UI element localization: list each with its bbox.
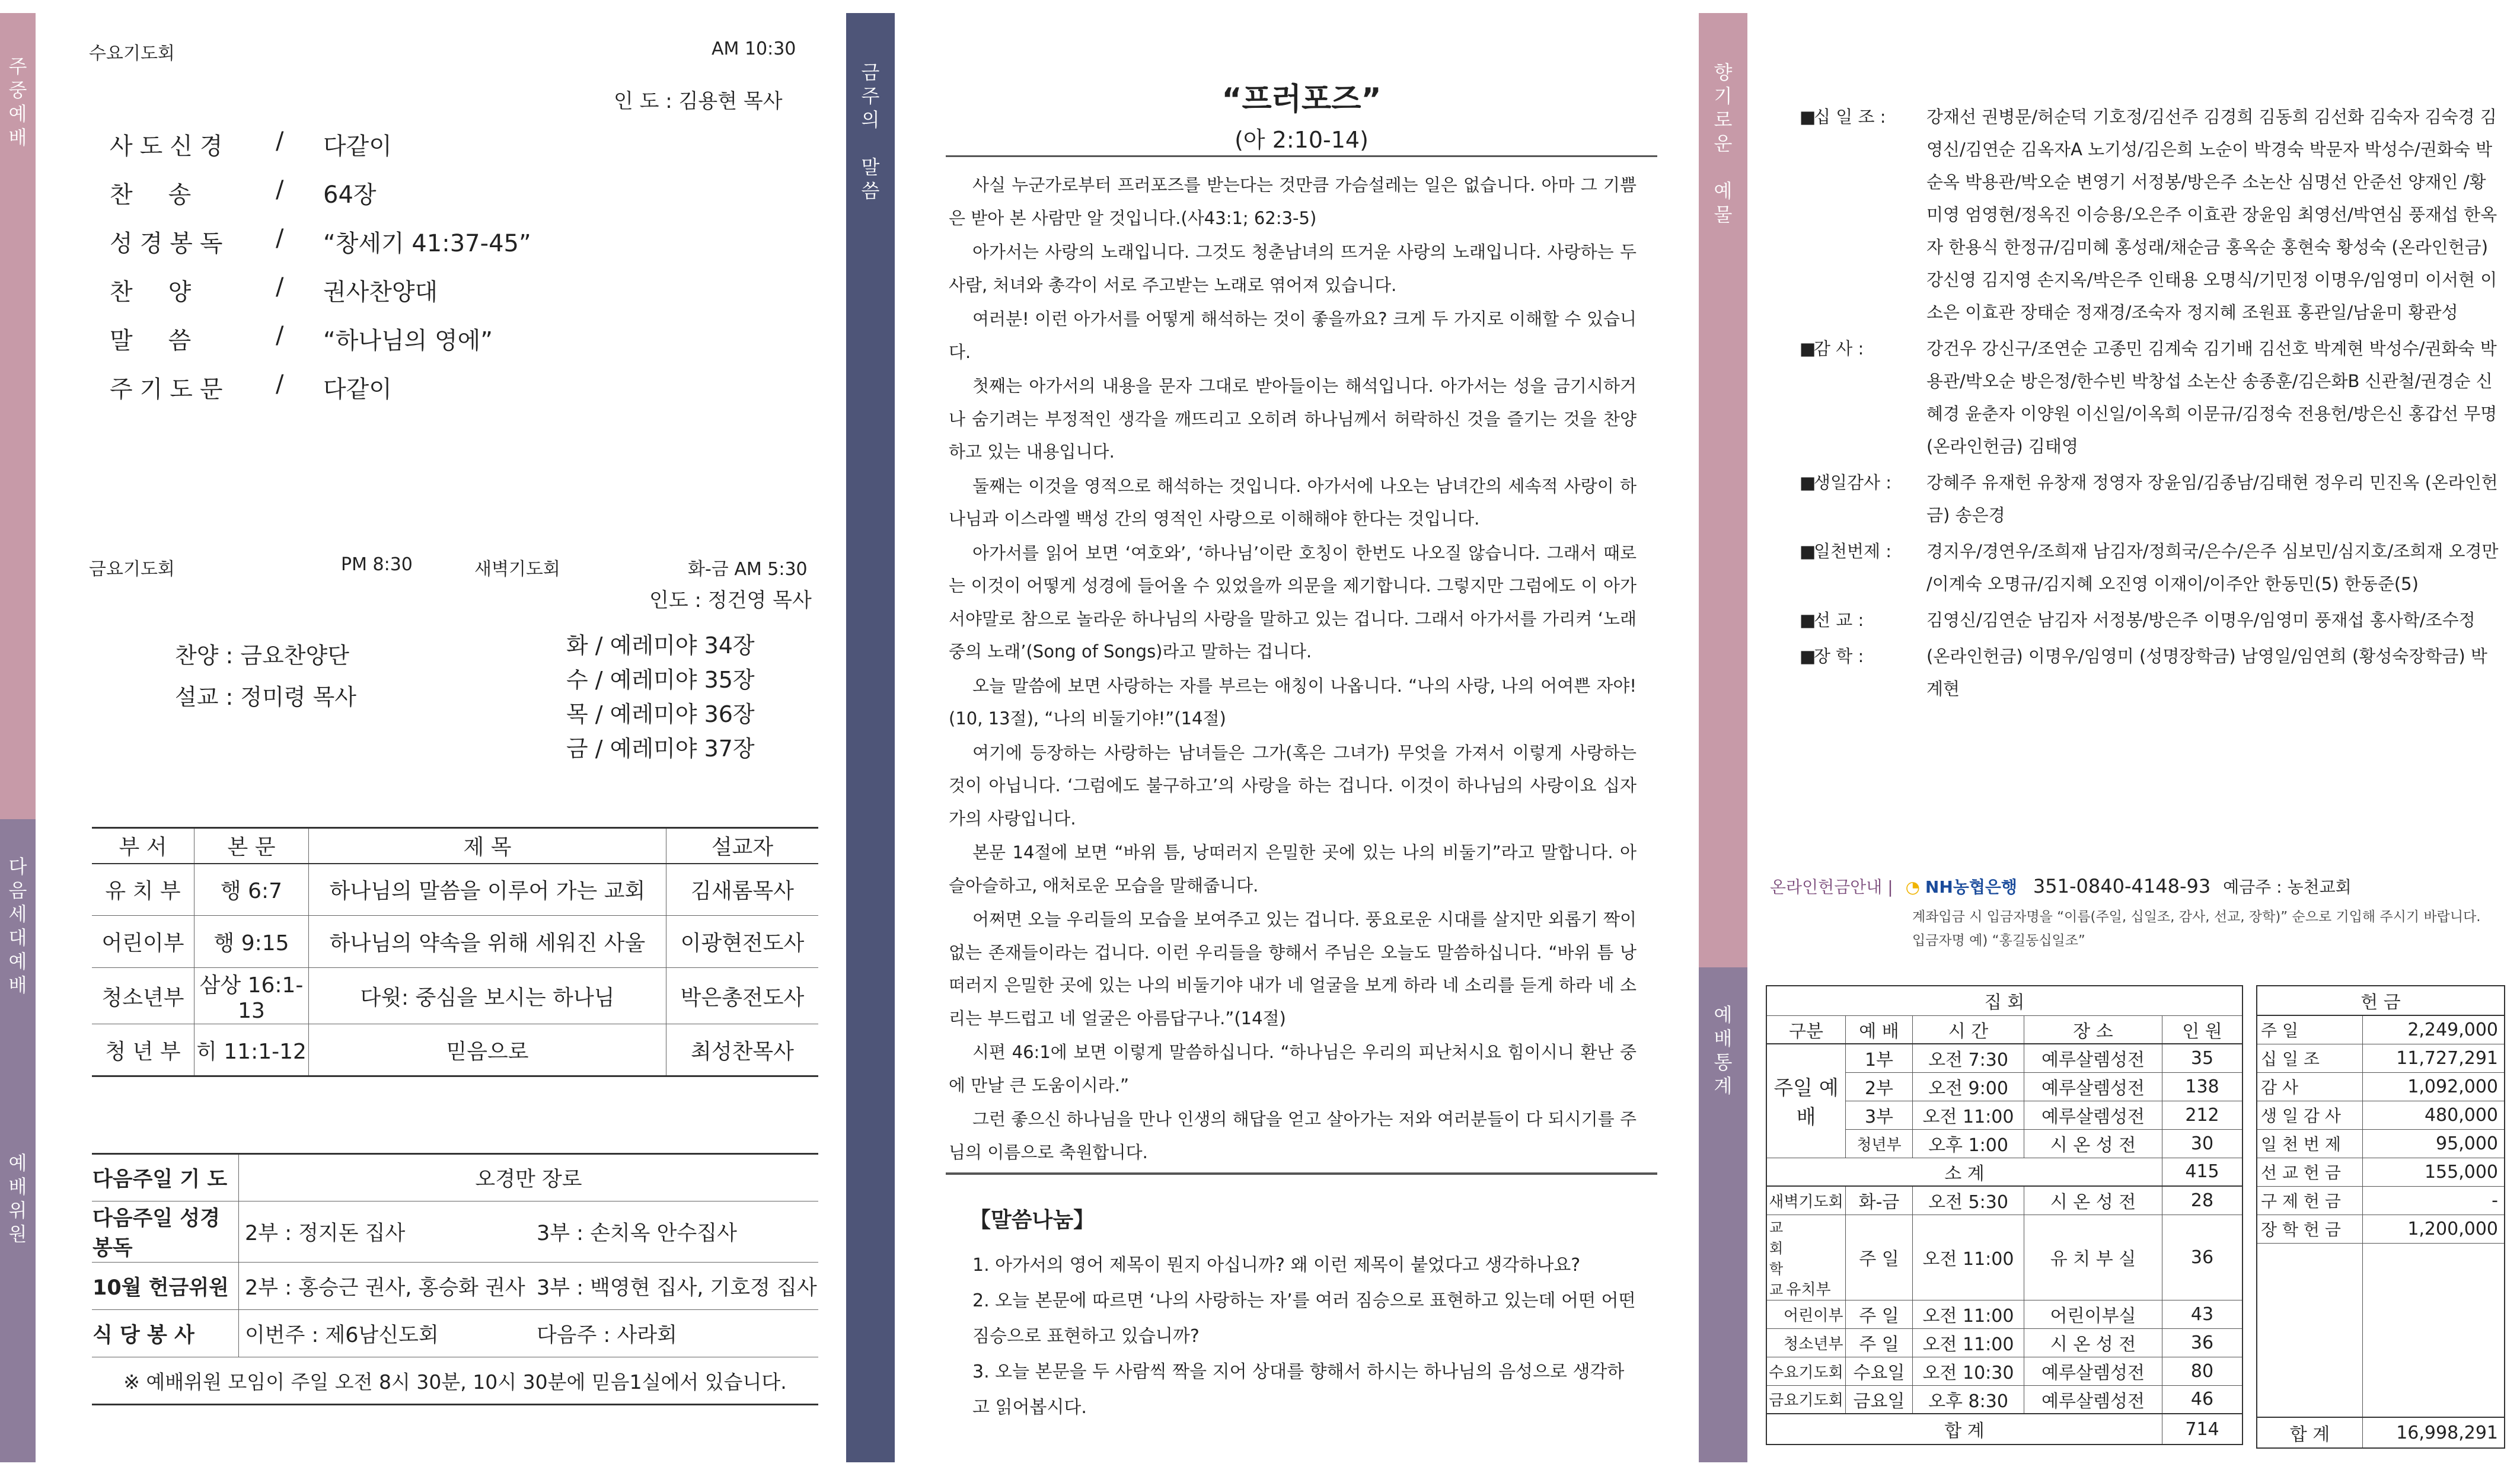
spacer-row bbox=[2257, 1243, 2505, 1417]
order-value: 64장 bbox=[323, 181, 377, 209]
question-item: 1. 아가서의 영어 제목이 뭔지 아십니까? 왜 이런 제목이 붙었다고 생각하나요? bbox=[972, 1255, 1581, 1276]
cell-count: 35 bbox=[2190, 1047, 2214, 1069]
sidebar-label-sermon bbox=[846, 60, 895, 203]
th-service: 예 배 bbox=[1846, 1015, 1913, 1044]
cash-total: 16,998,291 bbox=[2396, 1422, 2498, 1443]
cell-text: 행 9:15 bbox=[194, 916, 309, 968]
cash-amount: 11,727,291 bbox=[2396, 1047, 2498, 1069]
table-row bbox=[92, 916, 818, 968]
th-title: 제 목 bbox=[309, 828, 666, 864]
square-bullet-icon: ■ bbox=[1800, 610, 1816, 630]
cell-count: 30 bbox=[2190, 1133, 2214, 1154]
order-slash: / bbox=[276, 127, 284, 155]
order-slash: / bbox=[276, 322, 284, 349]
vertical-char: 예 bbox=[1714, 1004, 1733, 1026]
staff-label: 10월 헌금위원 bbox=[92, 1263, 239, 1310]
wednesday-time: AM 10:30 bbox=[712, 39, 796, 59]
table-row bbox=[2257, 1044, 2505, 1072]
cell-count: 36 bbox=[2190, 1247, 2214, 1268]
sidebar-band-worship bbox=[0, 13, 36, 819]
sermon-divider-bottom bbox=[946, 1172, 1657, 1175]
offering-entry bbox=[1800, 333, 2499, 463]
dawn-day: 화 / 예레미야 34장 bbox=[566, 632, 755, 659]
staff-b: 3부 : 손치옥 안수집사 bbox=[537, 1222, 737, 1245]
table-row bbox=[92, 864, 818, 916]
dawn-day: 수 / 예레미야 35장 bbox=[566, 667, 755, 693]
sermon-paragraph: 본문 14절에 보면 “바위 틈, 낭떠러지 은밀한 곳에 있는 나의 비둘기”라고 말합니다. 아슬아슬하고, 애처로운 모습을 말해줍니다. bbox=[949, 842, 1637, 896]
order-slash: / bbox=[276, 176, 284, 203]
cash-total-label: 합 계 bbox=[2257, 1417, 2363, 1448]
offering-label: 십 일 조 : bbox=[1814, 107, 1886, 127]
friday-title: 금요기도회 bbox=[89, 559, 175, 580]
sidebar-band-stats bbox=[1699, 967, 1747, 1462]
order-label: 주기도문 bbox=[110, 376, 230, 403]
friday-sermon: 설교 : 정미령 목사 bbox=[175, 684, 356, 710]
vertical-char: 의 bbox=[861, 108, 880, 131]
cell-type: 금요기도회 bbox=[1766, 1385, 1846, 1414]
sermon-paragraph: 둘째는 이것을 영적으로 해석하는 것입니다. 아가서에 나오는 남녀간의 세속적 사랑이 하나님과 이스라엘 백성 간의 영적인 사랑으로 이해해야 한다는 것입니다. bbox=[949, 475, 1637, 529]
square-bullet-icon: ■ bbox=[1800, 107, 1816, 127]
cell-service: 화-금 bbox=[1846, 1186, 1913, 1215]
cash-amount: 155,000 bbox=[2424, 1161, 2498, 1183]
cell-preacher: 이광현전도사 bbox=[680, 931, 805, 956]
offering-label: 장 학 : bbox=[1814, 646, 1864, 666]
order-row bbox=[110, 127, 703, 176]
vertical-char: 세 bbox=[8, 903, 27, 925]
cell-count: 80 bbox=[2190, 1360, 2214, 1382]
vertical-char: 운 bbox=[1714, 132, 1733, 155]
cash-label: 구 제 헌 금 bbox=[2257, 1186, 2363, 1215]
th-preacher: 설교자 bbox=[711, 835, 774, 860]
sermon-body bbox=[949, 169, 1637, 1170]
cell-count: 36 bbox=[2190, 1332, 2214, 1353]
cash-amount: 2,249,000 bbox=[2407, 1019, 2498, 1040]
cell-time: 오전 5:30 bbox=[1913, 1186, 2024, 1215]
cell-place: 예루살렘성전 bbox=[2024, 1101, 2162, 1129]
cell-service: 주 일 bbox=[1846, 1300, 1913, 1328]
cell-service: 주 일 bbox=[1846, 1328, 1913, 1357]
sharing-title: 【말씀나눔】 bbox=[969, 1208, 1095, 1232]
sidebar-band-sermon bbox=[846, 13, 895, 1462]
cell-type: 청소년부 bbox=[1766, 1328, 1846, 1357]
sermon-paragraph: 그런 좋으신 하나님을 만나 인생의 해답을 얻고 살아가는 저와 여러분들이 다 되시기를 주님의 이름으로 축원합니다. bbox=[949, 1109, 1637, 1162]
cell-dept: 유 치 부 bbox=[92, 864, 194, 916]
cell-time: 오전 11:00 bbox=[1913, 1215, 2024, 1300]
nextgen-table bbox=[92, 827, 818, 1077]
sermon-ref: (아 2:10-14) bbox=[1235, 127, 1369, 153]
offering-entry bbox=[1800, 640, 2499, 705]
th-place: 장 소 bbox=[2024, 1015, 2162, 1044]
cell-preacher: 최성찬목사 bbox=[691, 1039, 794, 1064]
cell-title: 하나님의 약속을 위해 세워진 사울 bbox=[309, 916, 666, 968]
vertical-char: 주 bbox=[861, 85, 880, 107]
sidebar-band-nextgen bbox=[0, 819, 36, 1462]
cell-service: 수요일 bbox=[1846, 1357, 1913, 1385]
question-item: 2. 오늘 본문에 따르면 ‘나의 사랑하는 자’를 여러 짐승으로 표현하고 있는데 어떤 어떤 짐승으로 표현하고 있습니까? bbox=[972, 1290, 1636, 1347]
cell-title: 믿음으로 bbox=[309, 1024, 666, 1076]
table-row bbox=[2257, 1129, 2505, 1158]
offering-names: 강재선 권병문/허순덕 기호정/김선주 김경희 김동희 김선화 김숙자 김숙경 김영신/김연순 김옥자A 노기성/김은희 노순이 박경숙 박문자 박성수/권화숙 박순옥 박용관/박오순 변영기 서정봉/방은주 소논산 심명선 안준선 양재인 /황미영 엄영현/정옥진 이승용/오은주 이효관 장윤임 최영선/박연심 풍재섭 한옥자 한용식 한정규/김미혜 홍성래/채순금 홍옥순 홍현숙 황성숙 (온라인헌금) 강신영 김지영 손지옥/박은주 인태용 오명식/기민정 이명우/임영미 이서현 이소은 이효관 장태순 정재경/조숙자 정지혜 조원표 홍관일/남윤미 황관성 bbox=[1926, 107, 2497, 322]
table-row bbox=[2257, 1158, 2505, 1186]
vertical-char bbox=[846, 132, 895, 155]
order-slash: / bbox=[276, 225, 284, 252]
table-row bbox=[1766, 1357, 2243, 1385]
offering-label: 일천번제 : bbox=[1814, 541, 1892, 561]
attendance-table bbox=[1766, 985, 2243, 1445]
sermon-paragraph: 시편 46:1에 보면 이렇게 말씀하십니다. “하나님은 우리의 피난처시요 힘이시니 환난 중에 만날 큰 도움이시라.” bbox=[949, 1042, 1637, 1095]
vertical-char: 원 bbox=[8, 1223, 27, 1245]
th-text: 본 문 bbox=[194, 828, 309, 864]
cell-time: 오전 7:30 bbox=[1913, 1044, 2024, 1072]
cell-place: 시 온 성 전 bbox=[2024, 1129, 2162, 1158]
table-row bbox=[2257, 1186, 2505, 1215]
order-value: 다같이 bbox=[323, 133, 392, 160]
cell-place: 예루살렘성전 bbox=[2024, 1385, 2162, 1414]
staff-b: 3부 : 백영현 집사, 기호정 집사 bbox=[537, 1276, 817, 1300]
online-example: 입금자명 예) “홍길동십일조” bbox=[1912, 933, 2085, 948]
sidebar-label-nextgen bbox=[0, 855, 36, 997]
dawn-day: 금 / 예레미야 37장 bbox=[566, 736, 755, 762]
edu-dept: 유치부 bbox=[1786, 1280, 1831, 1299]
bank-name: NH농협은행 bbox=[1925, 877, 2017, 897]
order-value: 권사찬양대 bbox=[323, 279, 438, 306]
table-row bbox=[2257, 1072, 2505, 1101]
cell-type: 수요기도회 bbox=[1766, 1357, 1846, 1385]
vertical-char: 예 bbox=[1714, 180, 1733, 202]
sharing-questions bbox=[972, 1248, 1637, 1426]
wednesday-title: 수요기도회 bbox=[89, 43, 175, 64]
vertical-char: 향 bbox=[1714, 61, 1733, 84]
th-count: 인 원 bbox=[2182, 1021, 2222, 1042]
square-bullet-icon: ■ bbox=[1800, 646, 1816, 666]
edu-label: 교회학교 bbox=[1769, 1219, 1784, 1298]
friday-time: PM 8:30 bbox=[341, 554, 413, 575]
cash-label: 감 사 bbox=[2257, 1072, 2363, 1101]
staff-note: ※ 예배위원 모임이 주일 오전 8시 30분, 10시 30분에 믿음1실에서 있습니다. bbox=[123, 1370, 787, 1394]
order-slash: / bbox=[276, 370, 284, 398]
cash-label: 주 일 bbox=[2257, 1015, 2363, 1044]
vertical-char: 주 bbox=[8, 55, 27, 78]
table-row bbox=[1766, 1186, 2243, 1215]
th-type: 구분 bbox=[1766, 1015, 1846, 1044]
vertical-char: 배 bbox=[8, 1175, 27, 1198]
staff-a: 2부 : 정지돈 집사 bbox=[245, 1222, 406, 1245]
cell-time: 오전 9:00 bbox=[1913, 1072, 2024, 1101]
subtotal-value: 415 bbox=[2185, 1161, 2219, 1183]
cell-title: 하나님의 말씀을 이루어 가는 교회 bbox=[309, 864, 666, 916]
online-note: 계좌입금 시 입금자명을 “이름(주일, 십일조, 감사, 선교, 장학)” 순으로 기입해 주시기 바랍니다. bbox=[1912, 909, 2481, 925]
table-row bbox=[1766, 1215, 2243, 1300]
sermon-paragraph: 사실 누군가로부터 프러포즈를 받는다는 것만큼 가슴설레는 일은 없습니다. 아마 그 기쁨은 받아 본 사람만 알 것입니다.(사43:1; 62:3-5) bbox=[949, 175, 1637, 228]
vertical-char: 위 bbox=[8, 1199, 27, 1222]
th-time: 시 간 bbox=[1913, 1015, 2024, 1044]
vertical-char: 예 bbox=[8, 950, 27, 973]
staff-prayer: 오경만 장로 bbox=[475, 1168, 582, 1191]
dawn-day: 목 / 예레미야 36장 bbox=[566, 701, 755, 727]
cell-time: 오후 1:00 bbox=[1913, 1129, 2024, 1158]
order-slash: / bbox=[276, 273, 284, 301]
cell-type: 어린이부 bbox=[1766, 1300, 1846, 1328]
order-value: “하나님의 영에” bbox=[323, 327, 493, 354]
cell-time: 오전 11:00 bbox=[1913, 1101, 2024, 1129]
cell-service: 청년부 bbox=[1846, 1129, 1913, 1158]
cell-service: 금요일 bbox=[1846, 1385, 1913, 1414]
wednesday-order bbox=[110, 127, 703, 419]
offering-label: 생일감사 : bbox=[1814, 472, 1892, 493]
vertical-char: 대 bbox=[8, 926, 27, 949]
cell-service: 주 일 bbox=[1846, 1215, 1913, 1300]
cell-type: 새벽기도회 bbox=[1766, 1186, 1846, 1215]
cell-count: 43 bbox=[2190, 1303, 2214, 1325]
order-value: “창세기 41:37-45” bbox=[323, 230, 531, 257]
table-row bbox=[92, 1310, 818, 1357]
cell-time: 오전 11:00 bbox=[1913, 1300, 2024, 1328]
staff-a: 이번주 : 제6남신도회 bbox=[245, 1323, 439, 1347]
sermon-paragraph: 오늘 말씀에 보면 사랑하는 자를 부르는 애칭이 나옵니다. “나의 사랑, 나의 어여쁜 자야!(10, 13절), “나의 비둘기야!”(14절) bbox=[949, 675, 1637, 728]
sermon-paragraph: 어쩌면 오늘 우리들의 모습을 보여주고 있는 겁니다. 풍요로운 시대를 살지만 외롭기 짝이 없는 존재들이라는 겁니다. 이런 우리들을 향해서 주님은 오늘도 말씀하십니다. “바위 틈 낭떠러지 은밀한 곳에 있는 나의 비둘기야 내가 네 얼굴을 보게 하라 네 소리를 듣게 하라 네 소리는 부드럽고 네 얼굴은 아름답구나.”(14절) bbox=[949, 909, 1637, 1028]
sidebar-label-offering bbox=[1699, 60, 1747, 226]
cash-label: 선 교 헌 금 bbox=[2257, 1158, 2363, 1186]
cell-type bbox=[1766, 1215, 1846, 1300]
cell-preacher: 박은총전도사 bbox=[680, 985, 805, 1010]
vertical-char: 예 bbox=[8, 103, 27, 125]
offering-names: 김영신/김연순 남김자 서정봉/방은주 이명우/임영미 풍재섭 홍사학/조수정 bbox=[1926, 610, 2476, 630]
table-row bbox=[1766, 1385, 2243, 1414]
cell-dept: 청 년 부 bbox=[92, 1024, 194, 1076]
cash-label: 일 천 번 제 bbox=[2257, 1129, 2363, 1158]
offering-entry bbox=[1800, 604, 2499, 637]
table-row bbox=[92, 1357, 818, 1405]
vertical-char: 로 bbox=[1714, 108, 1733, 131]
dawn-title: 새벽기도회 bbox=[474, 559, 560, 580]
staff-b: 다음주 : 사라회 bbox=[537, 1323, 677, 1347]
staff-label: 다음주일 성경봉독 bbox=[92, 1201, 239, 1263]
bank-logo-icon: ◔ bbox=[1905, 877, 1921, 897]
sermon-paragraph: 여러분! 이런 아가서를 어떻게 해석하는 것이 좋을까요? 크게 두 가지로 이해할 수 있습니다. bbox=[949, 309, 1637, 362]
cell-place: 시 온 성 전 bbox=[2024, 1328, 2162, 1357]
sermon-paragraph: 아가서를 읽어 보면 ‘여호와’, ‘하나님’이란 호칭이 한번도 나오질 않습니다. 그래서 때로는 이것이 어떻게 성경에 들어올 수 있었을까 의문을 제기합니다. 그렇지만 그럼에도 이 아가서야말로 참으로 놀라운 하나님의 사랑을 말하고 있는 겁니다. 그래서 아가서를 가리켜 ‘노래 중의 노래’(Song of Songs)라고 말하는 겁니다. bbox=[949, 542, 1637, 662]
cell-place: 예루살렘성전 bbox=[2024, 1072, 2162, 1101]
cash-amount: - bbox=[2492, 1190, 2498, 1211]
offering-entry bbox=[1800, 535, 2499, 600]
table-row bbox=[1766, 1044, 2243, 1072]
vertical-char: 씀 bbox=[861, 180, 880, 202]
cell-text: 행 6:7 bbox=[194, 864, 309, 916]
vertical-char: 기 bbox=[1714, 85, 1733, 107]
vertical-char: 말 bbox=[861, 156, 880, 178]
dawn-schedule bbox=[566, 628, 755, 766]
cell-title: 다윗: 중심을 보시는 하나님 bbox=[309, 968, 666, 1024]
table-row bbox=[2257, 1015, 2505, 1044]
sermon-paragraph: 여기에 등장하는 사랑하는 남녀들은 그가(혹은 그녀가) 무엇을 가져서 이렇게 사랑하는 것이 아닙니다. ‘그럼에도 불구하고’의 사랑을 하는 겁니다. 이것이 하나님의 사랑이요 십자가의 사랑입니다. bbox=[949, 742, 1637, 829]
sermon-divider-top bbox=[946, 155, 1657, 157]
account-holder: 예금주 : 농천교회 bbox=[2223, 877, 2352, 897]
cash-table bbox=[2256, 985, 2505, 1449]
cell-service: 3부 bbox=[1846, 1101, 1913, 1129]
vertical-char: 금 bbox=[861, 61, 880, 84]
cell-time: 오후 8:30 bbox=[1913, 1385, 2024, 1414]
cell-place: 유 치 부 실 bbox=[2024, 1215, 2162, 1300]
cell-dept: 어린이부 bbox=[92, 916, 194, 968]
sidebar-label-stats bbox=[1699, 1003, 1747, 1098]
offering-names: 강건우 강신구/조연순 고종민 김계숙 김기배 김선호 박계현 박성수/권화숙 박용관/박오순 방은정/한수빈 박창섭 소논산 송종훈/김은화B 신관철/권경순 신혜경 윤춘자 이양원 이신일/이옥희 이문규/김정숙 전용헌/방은신 홍갑선 무명 (온라인헌금) 김태영 bbox=[1926, 338, 2497, 456]
offering-label: 선 교 : bbox=[1814, 610, 1864, 630]
cell-time: 오전 10:30 bbox=[1913, 1357, 2024, 1385]
cell-count: 212 bbox=[2185, 1104, 2219, 1126]
subtotal-label: 소 계 bbox=[1766, 1158, 2162, 1186]
staff-label: 식 당 봉 사 bbox=[92, 1310, 239, 1357]
cell-count: 138 bbox=[2185, 1076, 2219, 1097]
order-label: 찬양 bbox=[110, 279, 227, 306]
cell-text: 삼상 16:1-13 bbox=[194, 968, 309, 1024]
sermon-title: “프러포즈” bbox=[1221, 82, 1382, 117]
cash-label: 장 학 헌 금 bbox=[2257, 1215, 2363, 1243]
table-row bbox=[92, 968, 818, 1024]
offering-names: 경지우/경연우/조희재 남김자/정희국/은수/은주 심보민/심지호/조희재 오경만 /이계숙 오명규/김지혜 오진영 이재이/이주안 한동민(5) 한동준(5) bbox=[1926, 541, 2499, 594]
table-row bbox=[92, 1154, 818, 1201]
cell-service: 1부 bbox=[1846, 1044, 1913, 1072]
question-item: 3. 오늘 본문을 두 사람씩 짝을 지어 상대를 향해서 하시는 하나님의 음성으로 생각하고 읽어봅시다. bbox=[972, 1362, 1625, 1418]
attendance-title: 집 회 bbox=[1984, 992, 2025, 1014]
cell-time: 오전 11:00 bbox=[1913, 1328, 2024, 1357]
sidebar-band-offering bbox=[1699, 13, 1747, 967]
offering-list bbox=[1800, 101, 2499, 709]
order-label: 성경봉독 bbox=[110, 230, 230, 257]
cell-count: 28 bbox=[2190, 1190, 2214, 1211]
order-row bbox=[110, 273, 703, 322]
table-row bbox=[92, 1201, 818, 1263]
order-label: 말씀 bbox=[110, 327, 227, 354]
online-giving bbox=[1770, 874, 2511, 898]
cash-amount: 1,092,000 bbox=[2407, 1076, 2498, 1097]
offering-entry bbox=[1800, 101, 2499, 329]
vertical-char: 다 bbox=[8, 855, 27, 878]
cash-amount: 1,200,000 bbox=[2407, 1218, 2498, 1239]
offering-entry bbox=[1800, 466, 2499, 532]
offering-names: (온라인헌금) 이명우/임영미 (성명장학금) 남영일/임연희 (황성숙장학금) 박계현 bbox=[1926, 646, 2487, 699]
table-row bbox=[2257, 1215, 2505, 1243]
staff-table bbox=[92, 1153, 818, 1405]
cash-label: 생 일 감 사 bbox=[2257, 1101, 2363, 1129]
sidebar-label-worship bbox=[0, 55, 36, 149]
cell-place: 시 온 성 전 bbox=[2024, 1186, 2162, 1215]
order-label: 찬송 bbox=[110, 181, 227, 209]
dawn-leader: 인도 : 정건영 목사 bbox=[649, 589, 812, 612]
staff-label: 다음주일 기 도 bbox=[92, 1154, 239, 1201]
cash-amount: 95,000 bbox=[2436, 1133, 2498, 1154]
order-label: 사도신경 bbox=[110, 133, 230, 160]
square-bullet-icon: ■ bbox=[1800, 472, 1816, 493]
online-label: 온라인헌금안내 | bbox=[1770, 877, 1893, 897]
square-bullet-icon: ■ bbox=[1800, 541, 1816, 561]
vertical-char: 배 bbox=[1714, 1027, 1733, 1050]
sermon-paragraph: 첫째는 아가서의 내용을 문자 그대로 받아들이는 해석입니다. 아가서는 성을 금기시하거나 숨기려는 부정적인 생각을 깨뜨리고 오히려 하나님께서 허락하신 것을 즐기는 것을 찬양하고 있는 내용입니다. bbox=[949, 376, 1637, 462]
cell-dept: 청소년부 bbox=[92, 968, 194, 1024]
cell-service: 2부 bbox=[1846, 1072, 1913, 1101]
sunday-label: 주일 예배 bbox=[1766, 1044, 1846, 1158]
cash-label: 십 일 조 bbox=[2257, 1044, 2363, 1072]
square-bullet-icon: ■ bbox=[1800, 338, 1816, 359]
cell-place: 예루살렘성전 bbox=[2024, 1357, 2162, 1385]
cell-count: 46 bbox=[2190, 1389, 2214, 1410]
vertical-char: 예 bbox=[8, 1152, 27, 1174]
order-row bbox=[110, 176, 703, 225]
vertical-char: 배 bbox=[8, 126, 27, 149]
cash-title: 헌 금 bbox=[2360, 992, 2401, 1013]
vertical-char bbox=[1699, 155, 1747, 179]
total-label: 합 계 bbox=[1766, 1414, 2162, 1445]
friday-praise: 찬양 : 금요찬양단 bbox=[175, 643, 349, 669]
vertical-char: 계 bbox=[1714, 1075, 1733, 1097]
bank-account: 351-0840-4148-93 bbox=[2033, 875, 2211, 897]
total-row bbox=[2257, 1417, 2505, 1448]
total-value: 714 bbox=[2185, 1418, 2219, 1440]
th-dept: 부 서 bbox=[92, 828, 194, 864]
total-row bbox=[1766, 1414, 2243, 1445]
cell-preacher: 김새롬목사 bbox=[691, 879, 794, 904]
offering-label: 감 사 : bbox=[1814, 338, 1864, 359]
vertical-char: 물 bbox=[1714, 203, 1733, 226]
dawn-time: 화-금 AM 5:30 bbox=[688, 559, 808, 580]
order-row bbox=[110, 225, 703, 273]
sidebar-label-staff bbox=[0, 1151, 36, 1246]
table-row bbox=[1766, 1300, 2243, 1328]
subtotal-row bbox=[1766, 1158, 2243, 1186]
vertical-char: 통 bbox=[1714, 1051, 1733, 1073]
table-row bbox=[92, 1263, 818, 1310]
cell-text: 히 11:1-12 bbox=[194, 1024, 309, 1076]
offering-names: 강혜주 유재헌 유창재 정영자 장윤임/김종남/김태현 정우리 민진옥 (온라인헌금) 송은경 bbox=[1926, 472, 2498, 525]
vertical-char: 중 bbox=[8, 79, 27, 101]
order-value: 다같이 bbox=[323, 376, 392, 403]
order-row bbox=[110, 322, 703, 370]
wednesday-leader: 인 도 : 김용현 목사 bbox=[614, 90, 783, 113]
cell-place: 예루살렘성전 bbox=[2024, 1044, 2162, 1072]
table-row bbox=[1766, 1328, 2243, 1357]
table-row bbox=[2257, 1101, 2505, 1129]
staff-a: 2부 : 홍승근 권사, 홍승화 권사 bbox=[245, 1276, 525, 1300]
cell-place: 어린이부실 bbox=[2024, 1300, 2162, 1328]
order-row bbox=[110, 370, 703, 419]
vertical-char: 음 bbox=[8, 879, 27, 902]
sermon-paragraph: 아가서는 사랑의 노래입니다. 그것도 청춘남녀의 뜨거운 사랑의 노래입니다. 사랑하는 두 사람, 처녀와 총각이 서로 주고받는 노래로 엮어져 있습니다. bbox=[949, 242, 1637, 295]
cash-amount: 480,000 bbox=[2424, 1104, 2498, 1126]
table-row bbox=[92, 1024, 818, 1076]
vertical-char: 배 bbox=[8, 974, 27, 996]
